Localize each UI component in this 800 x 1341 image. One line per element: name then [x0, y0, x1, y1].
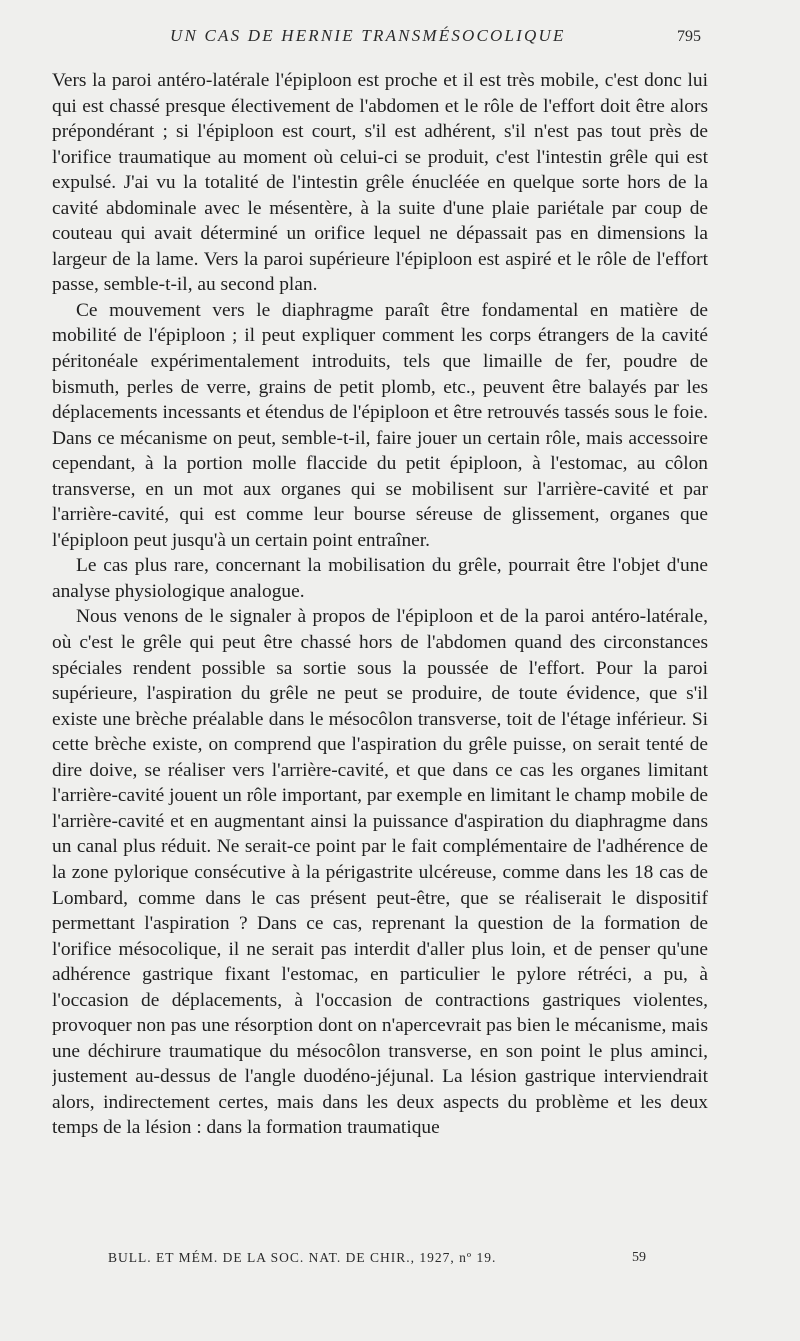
- paragraph-1: Vers la paroi antéro-latérale l'épiploon est proche et il est très mobile, c'est donc lui qui est chassé presque électivement de l'abdomen et le rôle de l'effort doit être alors prépondérant ; si l'épiploon est court, s'il est adhérent, s'il n'est pas tout près de l'orifice traumatique au moment où celui-ci se produit, c'est l'intestin grêle qui est expulsé. J'ai vu la totalité de l'intestin grêle énucléée en quelque sorte hors de la cavité abdominale avec le mésentère, à la suite d'une plaie pariétale par coup de couteau qui avait déterminé un orifice lequel ne dépassait pas en dimensions la largeur de la lame. Vers la paroi supérieure l'épiploon est aspiré et le rôle de l'effort passe, semble-t-il, au second plan.: [52, 70, 708, 296]
- sheet-signature: 59: [632, 1250, 646, 1265]
- article-body: [52, 68, 708, 1248]
- paragraph-3: Le cas plus rare, concernant la mobilisation du grêle, pourrait être l'objet d'une analyse physiologique analogue.: [52, 555, 708, 602]
- journal-reference: BULL. ET MÉM. DE LA SOC. NAT. DE CHIR., 1927, nº 19.: [108, 1250, 497, 1265]
- paragraph-4: Nous venons de le signaler à propos de l'épiploon et de la paroi antéro-latérale, où c'est le grêle qui peut être chassé hors de l'abdomen quand des circonstances spéciales rendent possible sa sortie sous la poussée de l'effort. Pour la paroi supérieure, l'aspiration du grêle ne peut se produire, de toute évidence, que s'il existe une brèche préalable dans le mésocôlon transverse, toit de l'étage inférieur. Si cette brèche existe, on comprend que l'aspiration du grêle puisse, on serait tenté de dire doive, se réaliser vers l'arrière-cavité, et que dans ce cas les organes limitant l'arrière-cavité jouent un rôle important, par exemple en limitant le champ mobile de l'arrière-cavité et en augmentant ainsi la puissance d'aspiration du diaphragme dans un canal plus réduit. Ne serait-ce point par le fait complémentaire de l'adhérence de la zone pylorique consécutive à la périgastrite ulcéreuse, comme dans les 18 cas de Lombard, comme dans le cas présent peut-être, que se réaliserait le dispositif permettant l'aspiration ? Dans ce cas, reprenant la question de la formation de l'orifice mésocolique, il ne serait pas interdit d'aller plus loin, et de penser qu'une adhérence gastrique fixant l'estomac, en particulier le pylore rétréci, a pu, à l'occasion de déplacements, à l'occasion de contractions gastriques violentes, provoquer non pas une résorption dont on n'apercevrait pas bien le mécanisme, mais une déchirure traumatique du mésocôlon transverse, en son point le plus aminci, justement au-dessus de l'angle duodéno-jéjunal. La lésion gastrique interviendrait alors, indirectement certes, mais dans les deux aspects du problème et les deux temps de la lésion : dans la formation traumatique: [52, 606, 708, 1139]
- page-header: [0, 26, 800, 56]
- running-title: UN CAS DE HERNIE TRANSMÉSOCOLIQUE: [170, 26, 566, 45]
- page-number: 795: [677, 28, 701, 45]
- page-footer: [0, 1250, 800, 1274]
- paragraph-2: Ce mouvement vers le diaphragme paraît être fondamental en matière de mobilité de l'épiploon ; il peut expliquer comment les corps étrangers de la cavité péritonéale expérimentalement introduits, tels que limaille de fer, poudre de bismuth, perles de verre, grains de petit plomb, etc., peuvent être balayés par les déplacements incessants et étendus de l'épiploon et être retrouvés tassés sous le foie. Dans ce mécanisme on peut, semble-t-il, faire jouer un certain rôle, mais accessoire cependant, à la portion molle flaccide du petit épiploon, à l'estomac, au côlon transverse, en un mot aux organes qui se mobilisent sur l'arrière-cavité et par l'arrière-cavité, qui est comme leur bourse séreuse de glissement, organes que l'épiploon peut jusqu'à un certain point entraîner.: [52, 299, 708, 551]
